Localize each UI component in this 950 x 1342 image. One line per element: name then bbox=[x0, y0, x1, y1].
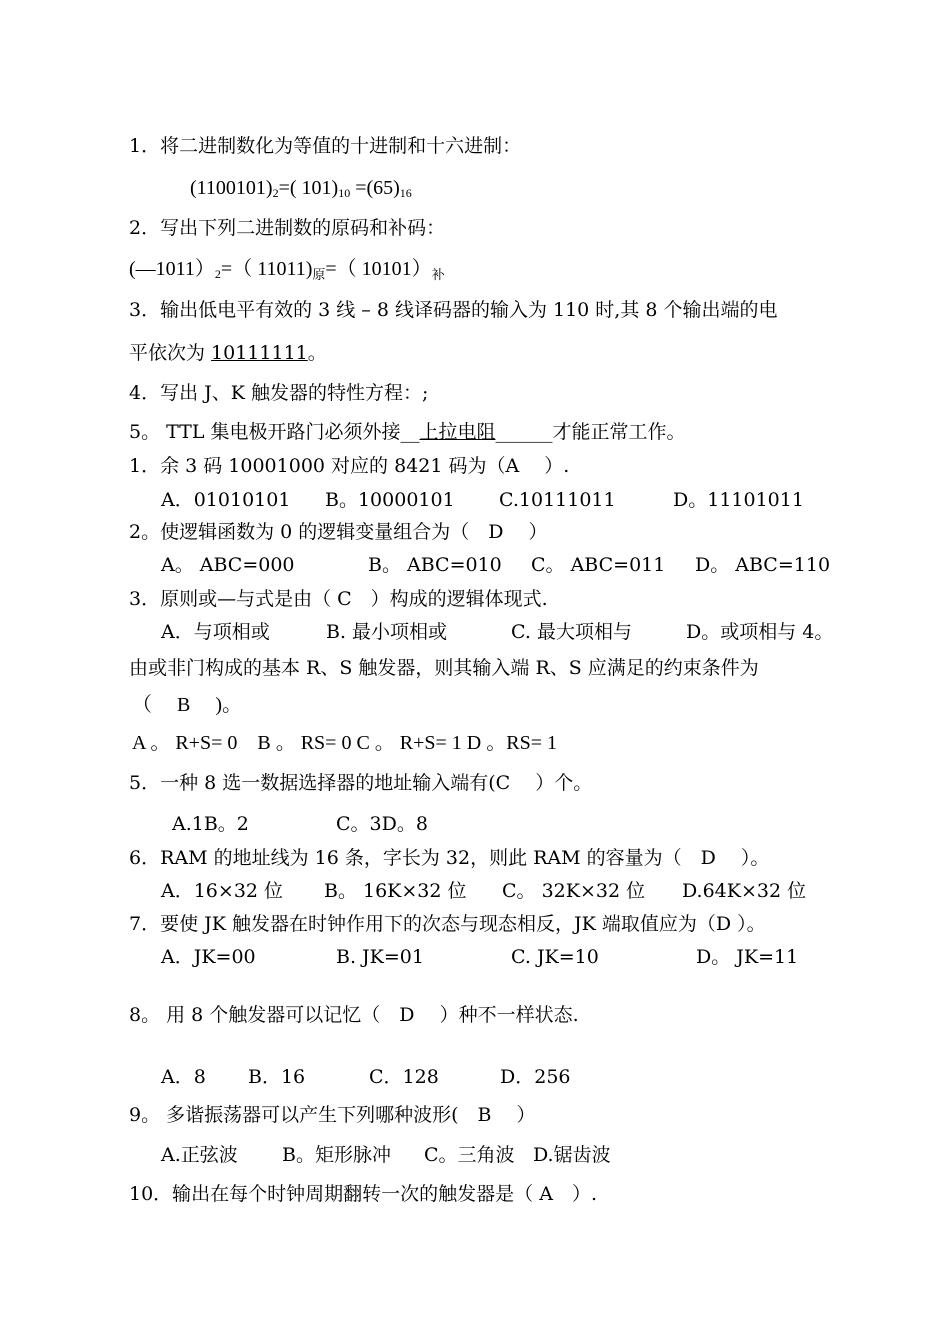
c1-option-a: A．01010101 bbox=[161, 489, 291, 511]
c8-options bbox=[161, 1065, 571, 1089]
c1-question: 1．余 3 码 10001000 对应的 8421 码为（A ）. bbox=[129, 455, 570, 477]
c6-option-d: D.64K×32 位 bbox=[682, 880, 807, 902]
q4-text: 4．写出 J、K 触发器的特性方程：; bbox=[129, 382, 429, 404]
c9-option-d: D.锯齿波 bbox=[533, 1144, 611, 1166]
c3-option-c: C. 最大项相与 bbox=[511, 621, 632, 643]
c3-options bbox=[161, 620, 833, 644]
c9-question: 9。 多谐振荡器可以产生下列哪种波形( B ） bbox=[129, 1104, 536, 1126]
c6-option-c: C。 32K×32 位 bbox=[502, 880, 646, 902]
c5-question: 5．一种 8 选一数据选择器的地址输入端有(C ）个。 bbox=[129, 772, 593, 794]
c9-options bbox=[161, 1143, 611, 1167]
c4-line1: 由或非门构成的基本 R、S 触发器，则其输入端 R、S 应满足的约束条件为 bbox=[129, 657, 759, 679]
c3-question: 3．原则或—与式是由（ C ）构成的逻辑体现式. bbox=[129, 588, 548, 610]
c7-question: 7．要使 JK 触发器在时钟作用下的次态与现态相反，JK 端取值应为（D ）。 bbox=[129, 913, 766, 935]
c7-options bbox=[161, 945, 798, 969]
q3-line1: 3．输出低电平有效的 3 线 – 8 线译码器的输入为 110 时,其 8 个输出端的电 bbox=[129, 299, 778, 321]
c2-option-b: B。 ABC=010 bbox=[368, 554, 502, 576]
c9-option-a: A.正弦波 bbox=[161, 1144, 238, 1166]
c3-option-a: A．与项相或 bbox=[161, 621, 270, 643]
q5-answer: 上拉电阻 bbox=[419, 421, 496, 443]
c2-options bbox=[161, 553, 830, 577]
c3-option-d: D。或项相与 4。 bbox=[686, 621, 834, 643]
c5-option-ab: A.1B。2 bbox=[172, 813, 249, 835]
c2-option-c: C。 ABC=011 bbox=[531, 554, 666, 576]
c6-question: 6．RAM 的地址线为 16 条，字长为 32，则此 RAM 的容量为（ D ）。 bbox=[129, 847, 770, 869]
c9-option-b: B。矩形脉冲 bbox=[282, 1144, 391, 1166]
c9-option-c: C。三角波 bbox=[424, 1144, 515, 1166]
c8-option-a: A．8 bbox=[161, 1066, 206, 1088]
c2-option-d: D。 ABC=110 bbox=[695, 554, 831, 576]
q3-answer: 10111111 bbox=[211, 342, 308, 364]
c8-option-b: B．16 bbox=[248, 1066, 306, 1088]
q2-formula: $(—1011)_2=$（ $11011)_原=$（ $10101)_补$ bbox=[129, 258, 445, 283]
c7-option-d: D。 JK=11 bbox=[696, 946, 799, 968]
c1-option-b: B。10000101 bbox=[325, 489, 455, 511]
c6-options bbox=[161, 879, 806, 903]
c2-option-a: A。 ABC=000 bbox=[161, 554, 295, 576]
c4-options: A 。 R+S= 0 B 。 RS= 0 C 。 R+S= 1 D 。RS= 1 bbox=[132, 732, 557, 754]
c2-question: 2。使逻辑函数为 0 的逻辑变量组合为（ D ） bbox=[129, 521, 548, 543]
c8-question: 8。 用 8 个触发器可以记忆（ D ）种不一样状态. bbox=[129, 1004, 579, 1026]
c10-question: 10．输出在每个时钟周期翻转一次的触发器是（ A ）. bbox=[129, 1183, 597, 1205]
c8-option-d: D．256 bbox=[500, 1066, 571, 1088]
c1-option-c: C.10111011 bbox=[499, 489, 616, 511]
q3-line2: 平依次为 10111111。 bbox=[129, 342, 327, 364]
c5-options bbox=[172, 812, 428, 836]
c6-option-a: A．16×32 位 bbox=[161, 880, 284, 902]
c8-option-c: C．128 bbox=[369, 1066, 439, 1088]
q2-text: 2．写出下列二进制数的原码和补码： bbox=[129, 217, 446, 239]
q5-text: 5。 TTL 集电极开路门必须外接__上拉电阻______才能正常工作。 bbox=[129, 421, 686, 443]
c7-option-a: A．JK=00 bbox=[161, 946, 256, 968]
c7-option-c: C. JK=10 bbox=[511, 946, 599, 968]
c3-option-b: B. 最小项相或 bbox=[326, 621, 448, 643]
c1-options bbox=[161, 488, 804, 512]
c7-option-b: B. JK=01 bbox=[336, 946, 424, 968]
c4-line2: （ B )。 bbox=[132, 694, 242, 716]
c1-option-d: D。11101011 bbox=[673, 489, 804, 511]
c5-option-cd: C。3D。8 bbox=[336, 813, 428, 835]
q1-formula: $(1100101)_2=$( $101)_{10} =(65)_{16}$ bbox=[190, 177, 412, 200]
c6-option-b: B。 16K×32 位 bbox=[324, 880, 467, 902]
q1-text: 1．将二进制数化为等值的十进制和十六进制： bbox=[129, 135, 522, 157]
